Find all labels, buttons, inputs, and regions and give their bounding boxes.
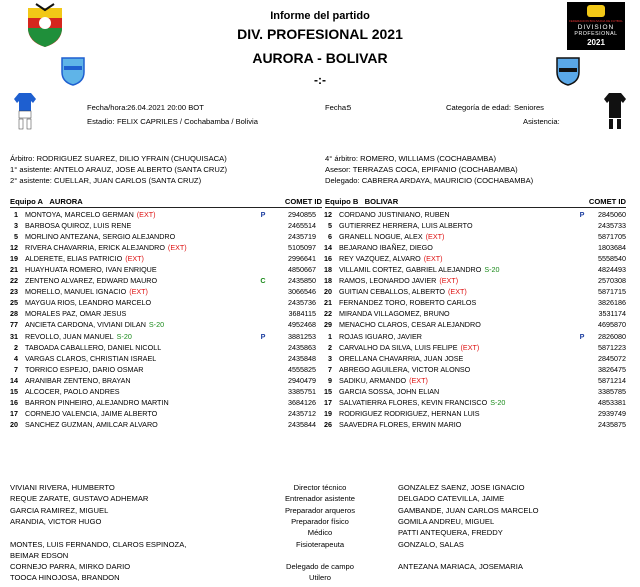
player-number: 18 [324, 264, 332, 274]
staff-member-b: GONZALEZ SAENZ, JOSE IGNACIO [398, 483, 525, 492]
player-row [322, 253, 443, 264]
staff-member-b: GONZALO, SALAS [398, 539, 464, 549]
league-badge-federation: FEDERACION BOLIVIANA DE FUTBOL [569, 19, 623, 23]
player-name: SANCHEZ GUZMAN, AMILCAR ALVARO [25, 419, 158, 429]
player-comet-id: 3385785 [598, 386, 626, 396]
player-row [322, 308, 450, 319]
report-title: Informe del partido [270, 10, 370, 22]
player-row [8, 308, 126, 319]
staff-role: Director técnico [293, 483, 347, 492]
player-number: 14 [10, 375, 18, 385]
player-number: 7 [14, 364, 18, 374]
player-comet-id: 2940479 [288, 375, 316, 385]
player-number: 17 [10, 408, 18, 418]
staff-role: Preparador físico [291, 516, 349, 526]
under-20-tag: S-20 [116, 332, 132, 341]
player-number: 28 [10, 308, 18, 318]
player-comet-id: 2435844 [288, 419, 316, 429]
player-row [322, 242, 433, 253]
player-name: MORELLO, MANUEL IGNACIO [25, 286, 127, 296]
goalkeeper-mark: P [260, 332, 266, 341]
staff-member-b: ANTEZANA MARIACA, JOSEMARIA [398, 562, 523, 572]
player-comet-id: 2435875 [598, 419, 626, 429]
player-row [8, 342, 161, 353]
aurora-kit-icon [14, 92, 36, 130]
player-row [8, 386, 120, 397]
player-name: RODRIGUEZ RODRIGUEZ, HERNAN LUIS [339, 408, 480, 418]
foreign-player-tag: (EXT) [409, 375, 428, 385]
player-name: MONTOYA, MARCELO GERMAN [25, 210, 134, 219]
player-comet-id: 2845072 [598, 353, 626, 363]
player-name: ABREGO AGUILERA, VICTOR ALONSO [339, 364, 471, 374]
round-value: 5 [347, 103, 352, 112]
player-comet-id: 2435863 [288, 342, 316, 352]
player-name: MENACHO CLAROS, CESAR ALEJANDRO [339, 319, 481, 329]
under-20-tag: S-20 [148, 319, 165, 329]
staff-role: Delegado de campo [286, 562, 354, 572]
player-name: MIRANDA VILLAGOMEZ, BRUNO [339, 308, 450, 318]
player-name: RIVERA CHAVARRIA, ERICK ALEJANDRO [25, 242, 165, 252]
player-name: GUITIAN CEBALLOS, ALBERTO [339, 286, 445, 296]
player-number: 2 [328, 342, 332, 352]
player-name: VARGAS CLAROS, CHRISTIAN ISRAEL [25, 353, 157, 363]
player-comet-id: 1803684 [598, 242, 626, 252]
team-a-header [10, 197, 83, 206]
datetime-label: Fecha/hora: [87, 103, 128, 112]
player-name: GRANELL NOGUE, ALEX [339, 231, 423, 241]
staff-member-a: GARCIA RAMIREZ, MIGUEL [10, 505, 109, 515]
player-number: 19 [10, 253, 18, 263]
player-row [322, 419, 461, 430]
stadium-label: Estadio: [87, 117, 115, 126]
match-score: -:- [314, 73, 326, 87]
player-comet-id: 3531174 [598, 308, 626, 318]
player-row [8, 364, 143, 375]
assistant-1: 1° asistente: ANTELO ARAUZ, JOSE ALBERTO (SANTA CRUZ) [10, 165, 227, 174]
player-number: 29 [324, 319, 332, 329]
player-row [322, 297, 476, 308]
player-comet-id: 3684126 [288, 397, 316, 407]
attendance-label: Asistencia: [523, 117, 560, 126]
player-number: 21 [10, 264, 18, 274]
player-name: MAYGUA RIOS, LEANDRO MARCELO [25, 297, 152, 307]
player-row [8, 253, 144, 264]
player-number: 31 [10, 332, 18, 341]
foreign-player-tag: (EXT) [439, 275, 459, 285]
player-comet-id: 4824493 [598, 264, 626, 274]
player-number: 9 [328, 375, 332, 385]
player-comet-id: 2465514 [288, 220, 316, 230]
player-row [322, 342, 479, 353]
foreign-player-tag: (EXT) [460, 342, 480, 352]
staff-member-b: PATTI ANTEQUERA, FREDDY [398, 528, 503, 538]
player-row [322, 319, 481, 330]
staff-member-a: BEIMAR EDSON [10, 550, 69, 560]
player-number: 7 [328, 364, 332, 374]
player-row [8, 319, 164, 330]
player-row [8, 231, 175, 242]
match-title: AURORA - BOLIVAR [252, 50, 388, 66]
player-number: 18 [324, 275, 332, 285]
player-name: HUAYHUATA ROMERO, IVAN ENRIQUE [25, 264, 157, 274]
player-number: 16 [10, 397, 18, 407]
player-row [8, 297, 151, 308]
goalkeeper-mark: P [260, 210, 266, 219]
player-name: MORALES PAZ, OMAR JESUS [25, 308, 127, 318]
team-a-label: Equipo A [10, 197, 44, 206]
staff-member-b: GOMILA ANDREU, MIGUEL [398, 516, 495, 526]
player-comet-id: 5871715 [598, 286, 626, 296]
player-name: BARBOSA QUIROZ, LUIS RENE [25, 220, 132, 230]
round-label: Fecha: [325, 103, 349, 112]
category-value: Seniores [514, 103, 544, 112]
player-row [8, 264, 157, 275]
player-comet-id: 2435719 [288, 231, 316, 241]
player-row [8, 408, 157, 419]
player-comet-id: 2435736 [288, 297, 316, 307]
referee: Árbitro: RODRIGUEZ SUAREZ, DILIO YFRAIN (CHUQUISACA) [10, 154, 227, 163]
player-comet-id: 4850667 [288, 264, 316, 274]
player-row [8, 286, 148, 297]
team-b-id-header: COMET ID [588, 197, 626, 206]
player-name: REY VAZQUEZ, ALVARO [339, 253, 421, 263]
bolivar-kit-icon [604, 92, 626, 130]
foreign-player-tag: (EXT) [448, 286, 467, 296]
team-b-name: BOLIVAR [364, 197, 399, 206]
staff-role: Utilero [309, 573, 331, 583]
player-name: SAAVEDRA FLORES, ERWIN MARIO [339, 419, 462, 429]
player-number: 12 [10, 242, 18, 252]
staff-member-a: VIVIANI RIVERA, HUMBERTO [10, 483, 115, 492]
player-comet-id: 5871705 [598, 231, 626, 241]
player-row [8, 220, 131, 231]
foreign-player-tag: (EXT) [425, 231, 445, 241]
staff-member-a: REQUE ZARATE, GUSTAVO ADHEMAR [10, 494, 149, 504]
staff-member-a: MONTES, LUIS FERNANDO, CLAROS ESPINOZA, [10, 539, 187, 549]
player-name: GUTIERREZ HERRERA, LUIS ALBERTO [339, 220, 473, 230]
team-b-label: Equipo B [325, 197, 359, 206]
player-row [8, 397, 169, 408]
goalkeeper-mark: P [579, 210, 585, 219]
foreign-player-tag: (EXT) [136, 210, 156, 219]
player-number: 1 [328, 332, 332, 341]
staff-role: Preparador arqueros [284, 505, 356, 515]
player-comet-id: 4853381 [598, 397, 626, 407]
player-row [322, 231, 444, 242]
player-number: 1 [14, 210, 18, 219]
player-number: 22 [324, 308, 332, 318]
player-number: 5 [328, 220, 332, 230]
player-comet-id: 2939749 [598, 408, 626, 418]
player-comet-id: 2435712 [288, 408, 316, 418]
player-row [322, 375, 428, 386]
player-comet-id: 2435848 [288, 353, 316, 363]
player-comet-id: 5871214 [598, 375, 626, 385]
player-row [322, 353, 463, 364]
player-number: 25 [10, 297, 18, 307]
staff-role: Fisioterapeuta [295, 539, 345, 549]
player-name: ROJAS IGUARO, JAVIER [339, 332, 422, 341]
player-comet-id: 2435733 [598, 220, 626, 230]
player-name: TORRICO ESPEJO, DARIO OSMAR [25, 364, 144, 374]
match-advisor: Asesor: TERRAZAS COCA, EPIFANIO (COCHABAMBA) [325, 165, 518, 174]
datetime-value: 26.04.2021 20:00 BOT [127, 103, 204, 112]
player-comet-id: 4555825 [288, 364, 316, 374]
foreign-player-tag: (EXT) [167, 242, 187, 252]
fourth-official: 4° árbitro: ROMERO, WILLIAMS (COCHABAMBA) [325, 154, 496, 163]
player-number: 14 [324, 242, 332, 252]
player-number: 21 [324, 297, 332, 307]
player-number: 15 [10, 386, 18, 396]
staff-role: Entrenador asistente [284, 494, 356, 504]
player-row [322, 408, 480, 419]
player-row [8, 375, 131, 386]
player-number: 16 [324, 253, 332, 263]
player-number: 23 [10, 286, 18, 296]
player-row [8, 242, 187, 253]
division-title: DIV. PROFESIONAL 2021 [237, 26, 403, 42]
player-comet-id: 3385751 [288, 386, 316, 396]
player-number: 22 [10, 275, 18, 285]
player-name: CORNEJO VALENCIA, JAIME ALBERTO [25, 408, 158, 418]
player-comet-id: 5558540 [598, 253, 626, 263]
team-a-header-rule [10, 207, 322, 208]
player-name: ORELLANA CHAVARRIA, JUAN JOSE [339, 353, 464, 363]
captain-mark: C [260, 275, 266, 285]
staff-member-b: DELGADO CATEVILLA, JAIME [398, 494, 505, 504]
player-row [322, 331, 422, 342]
player-comet-id: 2996641 [288, 253, 316, 263]
assistant-2: 2° asistente: CUELLAR, JUAN CARLOS (SANTA CRUZ) [10, 176, 202, 185]
player-number: 6 [328, 231, 332, 241]
team-a-id-header: COMET ID [284, 197, 322, 206]
player-comet-id: 4695870 [598, 319, 626, 329]
player-number: 19 [324, 408, 332, 418]
player-number: 12 [324, 210, 332, 219]
player-name: SALVATIERRA FLORES, KEVIN FRANCISCO [339, 397, 488, 407]
player-name: REVOLLO, JUAN MANUEL [25, 332, 114, 341]
player-comet-id: 3826186 [598, 297, 626, 307]
staff-member-b: GAMBANDE, JUAN CARLOS MARCELO [398, 505, 539, 515]
league-badge-line3: PROFESIONAL [574, 31, 618, 37]
player-row [322, 275, 458, 286]
player-row [8, 331, 132, 342]
stadium-value: FELIX CAPRILES / Cochabamba / Bolivia [117, 117, 258, 126]
foreign-player-tag: (EXT) [423, 253, 443, 263]
team-a-name: AURORA [49, 197, 83, 206]
player-name: ZENTENO ALVAREZ, EDWARD MAURO [25, 275, 158, 285]
player-number: 20 [10, 419, 18, 429]
player-row [322, 209, 450, 220]
player-row [322, 264, 500, 275]
player-comet-id: 2940855 [288, 210, 316, 219]
player-comet-id: 4952468 [288, 319, 316, 329]
player-number: 3 [328, 353, 332, 363]
player-number: 4 [14, 353, 18, 363]
player-comet-id: 3066546 [288, 286, 316, 296]
player-comet-id: 3826475 [598, 364, 626, 374]
player-name: ALCOCER, PAOLO ANDRES [25, 386, 120, 396]
player-row [8, 419, 158, 430]
league-badge-line2: DIVISION [577, 24, 615, 31]
player-number: 3 [14, 220, 18, 230]
player-name: MORLINO ANTEZANA, SERGIO ALEJANDRO [25, 231, 176, 241]
player-comet-id: 2826080 [598, 332, 626, 341]
player-row [322, 386, 439, 397]
under-20-tag: S-20 [484, 264, 500, 274]
player-number: 20 [324, 286, 332, 296]
player-name: VILLAMIL CORTEZ, GABRIEL ALEJANDRO [339, 264, 482, 274]
player-name: BARRON PINHEIRO, ALEJANDRO MARTIN [25, 397, 169, 407]
player-name: CARVALHO DA SILVA, LUIS FELIPE [339, 342, 458, 352]
team-b-header [325, 197, 398, 206]
match-delegate: Delegado: CABRERA ARDAYA, MAURICIO (COCHABAMBA) [325, 176, 534, 185]
player-number: 17 [324, 397, 332, 407]
player-name: ARANIBAR ZENTENO, BRAYAN [25, 375, 131, 385]
team-b-header-rule [325, 207, 626, 208]
under-20-tag: S-20 [490, 397, 506, 407]
player-number: 26 [324, 419, 332, 429]
player-number: 15 [324, 386, 332, 396]
player-comet-id: 5105097 [288, 242, 316, 252]
player-comet-id: 3684115 [288, 308, 316, 318]
player-row [322, 364, 470, 375]
player-row [8, 353, 156, 364]
player-name: FERNANDEZ TORO, ROBERTO CARLOS [339, 297, 477, 307]
player-number: 2 [14, 342, 18, 352]
foreign-player-tag: (EXT) [125, 253, 144, 263]
player-comet-id: 2570308 [598, 275, 626, 285]
player-row [322, 220, 473, 231]
foreign-player-tag: (EXT) [129, 286, 148, 296]
staff-member-a: TOOCA HINOJOSA, BRANDON [10, 573, 120, 583]
staff-role: Médico [307, 528, 333, 538]
player-name: RAMOS, LEONARDO JAVIER [339, 275, 437, 285]
player-name: GARCIA SOSSA, JOHN ELIAN [339, 386, 440, 396]
player-name: CORDANO JUSTINIANO, RUBEN [339, 210, 450, 219]
player-row [322, 397, 505, 408]
player-number: 5 [14, 231, 18, 241]
staff-member-a: ARANDIA, VICTOR HUGO [10, 516, 102, 526]
player-comet-id: 2435850 [288, 275, 316, 285]
player-comet-id: 2845060 [598, 210, 626, 219]
category-label: Categoría de edad: [446, 103, 512, 112]
player-comet-id: 5871223 [598, 342, 626, 352]
player-name: SADIKU, ARMANDO [339, 375, 407, 385]
player-name: ALDERETE, ELIAS PATRICIO [25, 253, 123, 263]
player-name: ANCIETA CARDONA, VIVIANI DILAN [25, 319, 146, 329]
goalkeeper-mark: P [579, 332, 585, 341]
player-name: TABOADA CABALLERO, DANIEL NICOLL [25, 342, 162, 352]
player-row [322, 286, 467, 297]
player-row [8, 275, 157, 286]
staff-member-a: CORNEJO PARRA, MIRKO DARIO [10, 562, 131, 572]
player-comet-id: 3881253 [288, 332, 316, 341]
league-badge-year: 2021 [587, 38, 605, 47]
player-name: BEJARANO IBAÑEZ, DIEGO [339, 242, 433, 252]
player-row [8, 209, 156, 220]
player-number: 77 [10, 319, 18, 329]
